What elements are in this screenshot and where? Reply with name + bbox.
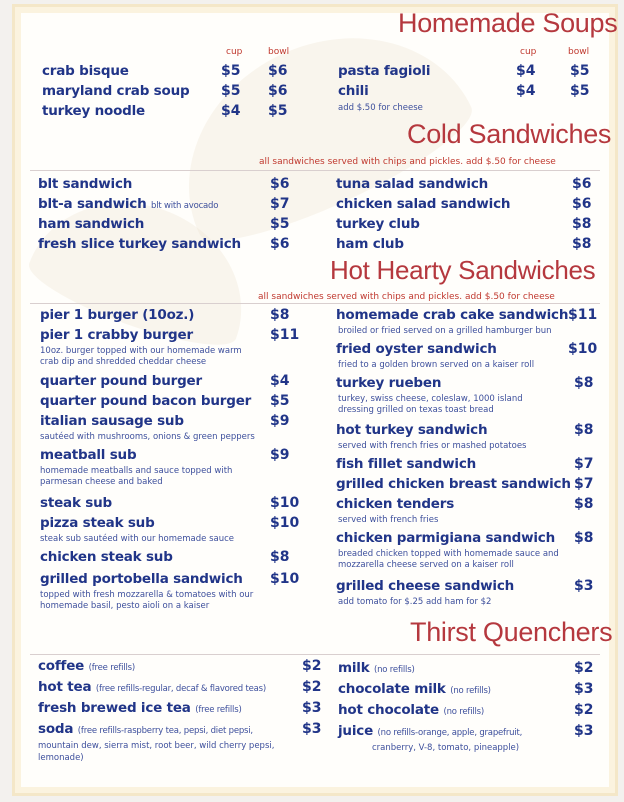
sandwich-description: topped with fresh mozzarella & tomatoes with our (40, 590, 254, 600)
drink-extra: (free refills-raspberry tea, pepsi, diet pepsi, (77, 726, 253, 736)
sandwich-price: $7 (270, 196, 290, 212)
sandwich-name: pier 1 burger (10oz.) (40, 307, 195, 323)
soup-bowl-price: $5 (570, 63, 590, 79)
drink-description: lemonade) (38, 753, 84, 763)
drink-extra: (free refills-regular, decaf & flavored teas) (95, 684, 267, 694)
drink-extra: (free refills) (88, 663, 135, 673)
sandwich-name: fish fillet sandwich (336, 456, 477, 472)
sandwich-price: $9 (270, 447, 290, 463)
drink-name-text: milk (338, 660, 370, 676)
drink-price: $3 (574, 723, 594, 739)
drink-price: $3 (574, 681, 594, 697)
soup-cup-price: $4 (516, 63, 536, 79)
sandwich-name: hot turkey sandwich (336, 422, 488, 438)
sandwich-description: add tomato for $.25 add ham for $2 (338, 597, 492, 607)
sandwich-name: grilled chicken breast sandwich (336, 476, 571, 492)
drink-name (338, 723, 522, 739)
sandwich-price: $8 (572, 236, 592, 252)
drink-price: $3 (302, 721, 322, 737)
drink-name (38, 700, 242, 716)
drink-name (38, 658, 135, 674)
sandwich-price: $8 (572, 216, 592, 232)
sandwich-price: $8 (270, 307, 290, 323)
sandwich-name: chicken tenders (336, 496, 455, 512)
drink-price: $2 (302, 658, 322, 674)
hot-note: all sandwiches served with chips and pickles. add $.50 for cheese (258, 292, 555, 302)
drink-name (338, 702, 484, 718)
sandwich-name: quarter pound bacon burger (40, 393, 252, 409)
sandwich-name: grilled cheese sandwich (336, 578, 515, 594)
soup-cup-price: $4 (221, 103, 241, 119)
sandwich-price: $10 (270, 515, 300, 531)
soups-cup-header: cup (226, 47, 243, 57)
drink-extra: (no refills) (450, 686, 491, 696)
cold-divider (30, 170, 600, 171)
sandwich-price: $6 (270, 176, 290, 192)
drink-name-text: chocolate milk (338, 681, 446, 697)
sandwich-price: $7 (574, 476, 594, 492)
soup-cup-price: $5 (221, 83, 241, 99)
sandwich-description: served with french fries (338, 515, 439, 525)
sandwich-name: fried oyster sandwich (336, 341, 497, 357)
sandwich-description: homemade basil, pesto aioli on a kaiser (40, 601, 210, 611)
sandwich-price: $10 (270, 495, 300, 511)
sandwich-name: chicken parmigiana sandwich (336, 530, 556, 546)
sandwich-name: steak sub (40, 495, 112, 511)
sandwich-price: $8 (574, 375, 594, 391)
sandwich-price: $10 (270, 571, 300, 587)
sandwich-price: $9 (270, 413, 290, 429)
sandwich-price: $6 (572, 196, 592, 212)
sandwich-price: $8 (574, 496, 594, 512)
soup-name: turkey noodle (42, 103, 146, 119)
drinks-title: Thirst Quenchers (410, 617, 613, 647)
sandwich-description: mozzarella cheese served on a kaiser roll (338, 560, 514, 570)
cold-title: Cold Sandwiches (407, 119, 612, 149)
sandwich-name: pier 1 crabby burger (40, 327, 193, 343)
drink-name (38, 721, 253, 737)
soups-cheese-note: add $.50 for cheese (338, 103, 423, 113)
sandwich-price: $5 (270, 393, 290, 409)
sandwich-price: $6 (270, 236, 290, 252)
drink-extra: (free refills) (195, 705, 242, 715)
sandwich-description: turkey, swiss cheese, coleslaw, 1000 island (338, 394, 523, 404)
sandwich-description: homemade meatballs and sauce topped with (40, 466, 233, 476)
sandwich-price: $11 (568, 307, 598, 323)
sandwich-name: tuna salad sandwich (336, 176, 489, 192)
soup-name: pasta fagioli (338, 63, 431, 79)
sandwich-description: 10oz. burger topped with our homemade warm (40, 346, 242, 356)
sandwich-name: pizza steak sub (40, 515, 155, 531)
soups-cup-header-right: cup (520, 47, 537, 57)
sandwich-description: dressing grilled on texas toast bread (338, 405, 494, 415)
drink-name-text: soda (38, 721, 74, 737)
soup-bowl-price: $6 (268, 83, 288, 99)
sandwich-name-text: blt-a sandwich (38, 196, 147, 212)
sandwich-name: ham club (336, 236, 404, 252)
sandwich-price: $5 (270, 216, 290, 232)
drink-name-text: coffee (38, 658, 85, 674)
sandwich-description: served with french fries or mashed potatoes (338, 441, 527, 451)
hot-title: Hot Hearty Sandwiches (330, 255, 596, 285)
soup-bowl-price: $6 (268, 63, 288, 79)
soup-cup-price: $4 (516, 83, 536, 99)
drink-extra: (no refills) (443, 707, 485, 717)
drink-name (38, 679, 266, 695)
soups-bowl-header-right: bowl (568, 47, 590, 57)
drink-description: cranberry, V-8, tomato, pineapple) (372, 743, 520, 753)
sandwich-price: $4 (270, 373, 290, 389)
drink-price: $3 (302, 700, 322, 716)
sandwich-name: homemade crab cake sandwich (336, 307, 569, 323)
drink-name-text: hot chocolate (338, 702, 439, 718)
sandwich-name: turkey club (336, 216, 420, 232)
soup-cup-price: $5 (221, 63, 241, 79)
sandwich-description: broiled or fried served on a grilled hamburger bun (338, 326, 552, 336)
sandwich-name: ham sandwich (38, 216, 145, 232)
sandwich-description: crab dip and shredded cheddar cheese (40, 357, 207, 367)
sandwich-name: chicken steak sub (40, 549, 173, 565)
soup-name: chili (338, 83, 369, 99)
sandwich-description: parmesan cheese and baked (40, 477, 163, 487)
sandwich-description: sautéed with mushrooms, onions & green peppers (40, 432, 255, 442)
sandwich-name: grilled portobella sandwich (40, 571, 243, 587)
cold-note: all sandwiches served with chips and pickles. add $.50 for cheese (259, 157, 556, 167)
drink-name-text: juice (338, 723, 374, 739)
sandwich-name: italian sausage sub (40, 413, 184, 429)
drink-extra: (no refills) (374, 665, 415, 675)
sandwich-name (38, 196, 218, 212)
sandwich-description: fried to a golden brown served on a kaiser roll (338, 360, 535, 370)
soup-bowl-price: $5 (268, 103, 288, 119)
sandwich-price: $8 (574, 530, 594, 546)
drink-price: $2 (574, 660, 594, 676)
drink-name-text: hot tea (38, 679, 92, 695)
soups-title: Homemade Soups (398, 8, 618, 38)
sandwich-name: fresh slice turkey sandwich (38, 236, 241, 252)
sandwich-price: $11 (270, 327, 300, 343)
drink-name (338, 681, 491, 697)
drink-name-text: fresh brewed ice tea (38, 700, 191, 716)
drinks-divider (30, 654, 600, 655)
soup-name: crab bisque (42, 63, 129, 79)
drink-description: mountain dew, sierra mist, root beer, wild cherry pepsi, (38, 741, 275, 751)
soup-bowl-price: $5 (570, 83, 590, 99)
sandwich-price: $6 (572, 176, 592, 192)
sandwich-description: breaded chicken topped with homemade sauce and (338, 549, 559, 559)
sandwich-price: $3 (574, 578, 594, 594)
drink-price: $2 (302, 679, 322, 695)
sandwich-name: turkey rueben (336, 375, 442, 391)
sandwich-price: $10 (568, 341, 598, 357)
soups-bowl-header: bowl (268, 47, 290, 57)
hot-divider (30, 303, 600, 304)
sandwich-extra: blt with avocado (151, 201, 219, 211)
soup-name: maryland crab soup (42, 83, 190, 99)
sandwich-price: $8 (574, 422, 594, 438)
drink-extra: (no refills-orange, apple, grapefruit, (377, 728, 523, 738)
sandwich-name: blt sandwich (38, 176, 133, 192)
sandwich-name: chicken salad sandwich (336, 196, 511, 212)
sandwich-name: quarter pound burger (40, 373, 202, 389)
sandwich-price: $8 (270, 549, 290, 565)
sandwich-price: $7 (574, 456, 594, 472)
sandwich-description: steak sub sautéed with our homemade sauce (40, 534, 235, 544)
drink-name (338, 660, 415, 676)
sandwich-name: meatball sub (40, 447, 137, 463)
drink-price: $2 (574, 702, 594, 718)
